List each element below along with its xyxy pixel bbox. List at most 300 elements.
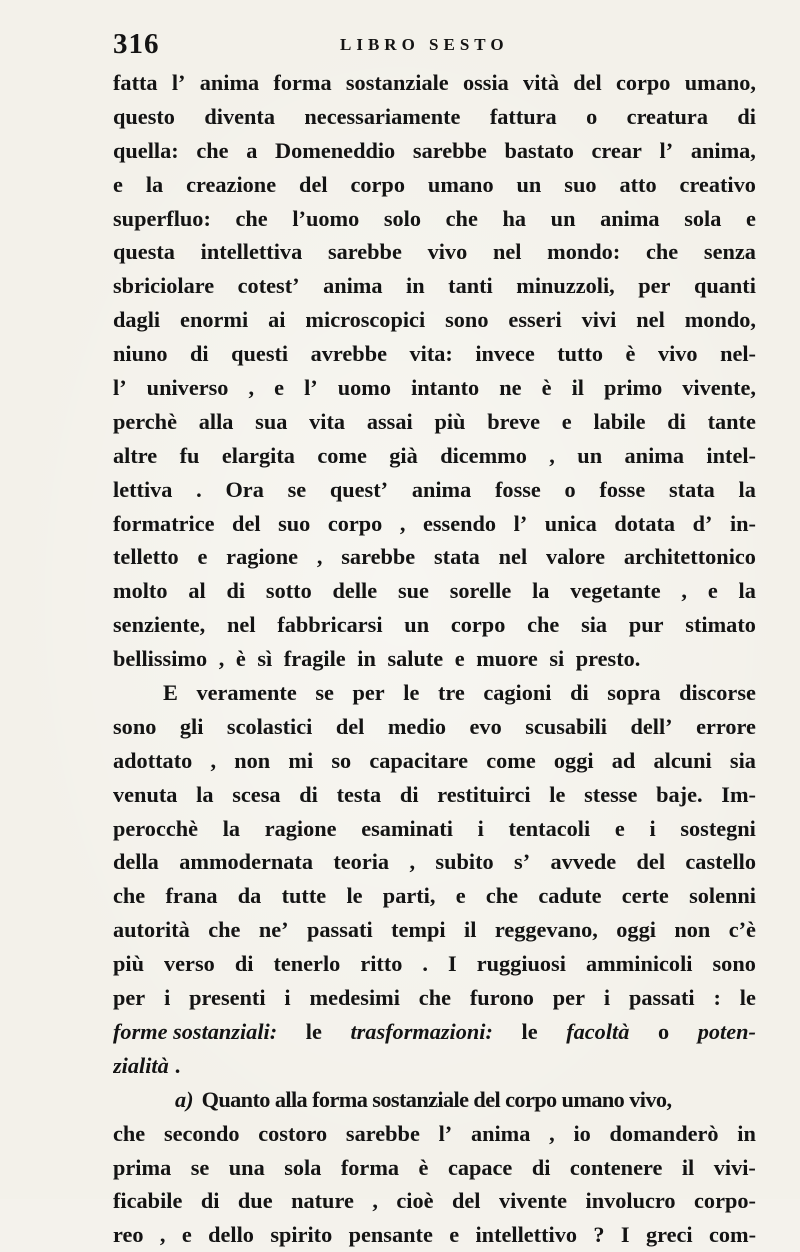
text-word: ritto [360, 951, 403, 977]
text-word: teoria [333, 849, 390, 875]
text-word: capacitare [369, 747, 469, 773]
text-word: venuta [113, 781, 178, 807]
text-word: uomo [337, 375, 392, 401]
text-word: diventa [204, 103, 275, 129]
paragraph-1 [113, 66, 756, 676]
text-word: e [449, 1222, 460, 1248]
section-a-text: Quanto alla forma sostanziale del corpo umano vivo, [201, 1086, 672, 1112]
text-word: per [113, 985, 146, 1011]
text-word: tante [707, 408, 756, 434]
text-word: vivente, [682, 375, 756, 401]
text-word: che [235, 205, 268, 231]
text-line [113, 913, 756, 947]
text-line [113, 202, 756, 236]
text-word: due [237, 1188, 273, 1214]
text-word: altre [113, 442, 158, 468]
text-line [113, 1184, 756, 1218]
text-word: se [190, 1154, 210, 1180]
text-line [113, 1218, 756, 1252]
text-word: un [577, 442, 603, 468]
text-line [113, 947, 756, 981]
text-word: e [181, 1222, 192, 1248]
paragraph-2 [113, 676, 756, 1015]
text-word: del [299, 171, 328, 197]
text-line [113, 744, 756, 778]
text-line [113, 134, 756, 168]
text-word: di [190, 341, 209, 367]
text-word: errore [696, 713, 756, 739]
text-word: e [113, 171, 123, 197]
text-word: quest’ [329, 476, 389, 502]
text-word: , [399, 510, 406, 536]
text-word: fabbricarsi [277, 612, 383, 638]
text-word: quanti [693, 273, 756, 299]
text-word: non [674, 917, 711, 943]
text-word: nel [636, 307, 665, 333]
text-word: fattura [489, 103, 557, 129]
text-word: i [164, 985, 171, 1011]
text-word: è [541, 375, 552, 401]
text-word: sia [581, 612, 608, 638]
text-word: vegetante [570, 578, 661, 604]
text-word: invece [475, 341, 535, 367]
text-word: autorità [113, 917, 190, 943]
text-word: sbriciolare [113, 273, 215, 299]
text-word: niuno [113, 341, 168, 367]
text-word: sue [397, 578, 429, 604]
text-word: sarebbe [412, 137, 487, 163]
text-word: il [464, 917, 477, 943]
text-word: fu [179, 442, 200, 468]
page-number: 316 [113, 28, 160, 60]
text-word: se [287, 476, 307, 502]
text-word: vivi [581, 307, 617, 333]
text-word: come [486, 747, 536, 773]
text-word: nel [227, 612, 256, 638]
text-word: e [746, 205, 756, 231]
italic-term: poten- [697, 1018, 756, 1044]
text-word: sorelle [449, 578, 512, 604]
text-word: che [418, 985, 451, 1011]
text-word: che [445, 205, 478, 231]
text-word: le [549, 781, 566, 807]
text-word: vivente [498, 1188, 568, 1214]
text-word: in- [729, 510, 756, 536]
text-word: castello [685, 849, 756, 875]
text-word: greci [645, 1222, 693, 1248]
text-word: anima [600, 205, 660, 231]
text-word: già [389, 442, 418, 468]
text-word: com- [708, 1222, 756, 1248]
text-word: corpo [350, 171, 405, 197]
text-word: umano, [684, 70, 756, 95]
text-word: anima [624, 442, 684, 468]
text-word: corpo- [694, 1188, 756, 1214]
text-word: più [113, 951, 144, 977]
text-word: del [335, 713, 365, 739]
text-word: del [451, 1188, 481, 1214]
text-word: di [737, 103, 756, 129]
text-word: l’ [659, 137, 674, 163]
text-word: vita [309, 408, 346, 434]
text-word: avvede [550, 849, 617, 875]
text-word: tempi [391, 917, 446, 943]
text-word: enormi [180, 307, 249, 333]
text-word: nature [291, 1188, 354, 1214]
text-word: sola [684, 205, 722, 231]
text-word: la [738, 578, 756, 604]
text-word: universo [146, 375, 229, 401]
text-word: che [527, 612, 560, 638]
text-word: di [399, 781, 419, 807]
text-word: le [346, 883, 363, 909]
text-word: medesimi [309, 985, 400, 1011]
text-word: ad [611, 747, 636, 773]
text-word: e [614, 815, 625, 841]
text-line-italic-terms [113, 1015, 756, 1049]
body-text [113, 66, 756, 1252]
text-word: cioè [396, 1188, 434, 1214]
text-word: i [603, 985, 611, 1011]
text-word: intanto [411, 375, 480, 401]
text-line [113, 676, 756, 710]
text-line [113, 574, 756, 608]
text-word: quella: [113, 137, 179, 163]
text-word: architettonico [623, 544, 756, 570]
text-word: cagioni [483, 680, 552, 706]
text-word: a [246, 137, 258, 163]
text-word: del [636, 849, 666, 875]
text-line [113, 1117, 756, 1151]
text-line [113, 100, 756, 134]
text-word: esseri [508, 307, 562, 333]
text-word: in [406, 273, 425, 299]
text-word: sarebbe [341, 544, 416, 570]
text-word: forma [273, 70, 332, 95]
text-word: , [549, 1120, 555, 1146]
text-word: che [208, 917, 241, 943]
text-word: , [159, 1222, 166, 1248]
text-word: e [455, 883, 466, 909]
text-word: valore [545, 544, 606, 570]
text-word: , [549, 442, 555, 468]
text-word: suo [564, 171, 597, 197]
text-word: sotto [265, 578, 312, 604]
text-word: o [586, 103, 598, 129]
text-word: sarebbe [345, 1120, 420, 1146]
text-word: sia [729, 747, 756, 773]
text-word: anima [199, 70, 260, 95]
text-word: certe [621, 883, 669, 909]
text-word: questa [113, 239, 175, 265]
text-word: solenni [689, 883, 756, 909]
text-word: mondo, [684, 307, 756, 333]
text-word: oggi [616, 917, 656, 943]
text-word: stimato [685, 612, 756, 638]
text-word: le [305, 1018, 322, 1044]
text-line [113, 439, 756, 473]
text-word: reggevano, [494, 917, 598, 943]
text-word: i [477, 815, 484, 841]
text-word: creazione [186, 171, 277, 197]
text-word: tutte [281, 883, 327, 909]
text-word: creativo [679, 171, 756, 197]
text-word: fatta [113, 70, 158, 95]
text-word: scusabili [525, 713, 608, 739]
italic-term: forme sostanziali: [113, 1018, 278, 1044]
text-word: superfluo: [113, 205, 211, 231]
text-word: crear [591, 137, 642, 163]
text-word: un [516, 171, 542, 197]
text-word: in [737, 1120, 756, 1146]
text-line [113, 845, 756, 879]
text-word: che [485, 883, 519, 909]
text-word: essendo [422, 510, 497, 536]
text-word: mondo: [547, 239, 621, 265]
text-word: sarebbe [327, 239, 402, 265]
text-word: scesa [232, 781, 281, 807]
text-word: subito [435, 849, 494, 875]
text-word: la [738, 476, 756, 502]
text-word: di [299, 781, 318, 807]
text-word: sola [284, 1154, 322, 1180]
text-word: delle [332, 578, 378, 604]
text-word: avrebbe [310, 341, 387, 367]
text-word: gli [179, 713, 204, 739]
text-word: ammodernata [179, 849, 313, 875]
text-line-content: bellissimo , è sì fragile in salute e muore si presto. [113, 646, 641, 672]
text-word: e [707, 578, 718, 604]
text-word: o [564, 476, 576, 502]
text-word: spirito [270, 1222, 333, 1248]
text-word: suo [278, 510, 311, 536]
section-a-label: a) [175, 1086, 194, 1112]
text-word: l’ [513, 510, 528, 536]
text-word: , [681, 578, 687, 604]
text-word: secondo [163, 1120, 240, 1146]
text-word: alcuni [653, 747, 712, 773]
text-word: ne’ [258, 917, 289, 943]
text-word: la [145, 171, 164, 197]
text-word: s’ [514, 849, 531, 875]
text-word: furono [469, 985, 534, 1011]
text-word: intellettivo [475, 1222, 578, 1248]
page-header [110, 28, 760, 68]
text-word: per [352, 680, 385, 706]
text-line [113, 642, 756, 676]
text-word: tenerlo [273, 951, 341, 977]
text-word: dagli [113, 307, 161, 333]
text-word: reo [113, 1222, 144, 1248]
text-word: oggi [553, 747, 594, 773]
text-line [113, 66, 756, 100]
text-word: frana [165, 883, 218, 909]
text-word: , [372, 1188, 378, 1214]
text-word: questi [231, 341, 289, 367]
text-word: o [657, 1018, 670, 1044]
text-line [113, 540, 756, 574]
text-word: sono [712, 951, 756, 977]
text-word: ficabile [113, 1188, 183, 1214]
text-word: umano [427, 171, 494, 197]
text-word: presenti [189, 985, 266, 1011]
text-word: pur [628, 612, 664, 638]
text-line [113, 1151, 756, 1185]
text-line-italic-end [113, 1049, 756, 1083]
text-word: d’ [692, 510, 713, 536]
text-word: scolastici [226, 713, 313, 739]
text-word: bastato [504, 137, 574, 163]
text-line [113, 337, 756, 371]
text-word: perocchè [113, 815, 199, 841]
text-line [113, 879, 756, 913]
text-word: veramente [196, 680, 297, 706]
text-word: per [552, 985, 585, 1011]
text-word: l’ [113, 375, 127, 401]
text-word: non [234, 747, 271, 773]
text-word: involucro [585, 1188, 676, 1214]
text-word: le [403, 680, 420, 706]
text-word: tentacoli [508, 815, 591, 841]
text-word: sostanziale [345, 70, 449, 95]
text-word: formatrice [113, 510, 215, 536]
text-word: medio [387, 713, 447, 739]
text-word: cadute [538, 883, 602, 909]
text-word: alla [198, 408, 234, 434]
text-word: molto [113, 578, 168, 604]
text-word: di [570, 680, 589, 706]
text-word: senza [703, 239, 756, 265]
text-line [113, 812, 756, 846]
text-word: minuzzoli, [516, 273, 615, 299]
text-word: I [448, 951, 457, 977]
text-word: questo [113, 103, 175, 129]
text-word: e [561, 408, 572, 434]
text-word: ? [593, 1222, 605, 1248]
text-word: come [317, 442, 367, 468]
text-word: Ora [225, 476, 264, 502]
text-word: ha [502, 205, 527, 231]
text-word: stata [668, 476, 715, 502]
text-word: capace [447, 1154, 513, 1180]
text-word: l’uomo [292, 205, 360, 231]
text-line [113, 473, 756, 507]
text-word: elargita [221, 442, 295, 468]
text-word: per [638, 273, 671, 299]
text-word: dell’ [630, 713, 673, 739]
text-word: discorse [679, 680, 756, 706]
text-word: le [521, 1018, 538, 1044]
text-period: . [174, 1052, 181, 1078]
text-word: adottato [113, 747, 193, 773]
text-word: prima [113, 1154, 172, 1180]
text-word: vivo [657, 341, 698, 367]
text-word: è [625, 341, 636, 367]
text-word: una [228, 1154, 265, 1180]
text-word: sono [445, 307, 489, 333]
text-word: se [315, 680, 334, 706]
text-line [113, 168, 756, 202]
text-line [113, 371, 756, 405]
text-word: passati [307, 917, 373, 943]
text-word: breve [487, 408, 541, 434]
text-word: io [573, 1120, 591, 1146]
text-word: anima [323, 273, 383, 299]
text-word: sono [113, 713, 157, 739]
text-word: del [573, 70, 602, 95]
text-word: le [739, 985, 756, 1011]
text-word: , [409, 849, 416, 875]
text-word: i [284, 985, 291, 1011]
text-word: di [531, 1154, 551, 1180]
text-word: ossia [462, 70, 509, 95]
text-word: , [248, 375, 255, 401]
text-word: il [681, 1154, 695, 1180]
text-word: creatura [626, 103, 708, 129]
text-word: passati [628, 985, 695, 1011]
running-head: LIBRO SESTO [340, 35, 509, 54]
text-word: assai [366, 408, 413, 434]
paragraph-3 [113, 1117, 756, 1252]
text-word: I [620, 1222, 630, 1248]
text-word: di [234, 951, 254, 977]
text-word: ragione [226, 544, 299, 570]
text-word: corpo [327, 510, 383, 536]
text-word: ruggiuosi [476, 951, 566, 977]
text-word: la [532, 578, 550, 604]
text-line [113, 269, 756, 303]
text-word: e [197, 544, 208, 570]
text-word: primo [604, 375, 663, 401]
text-word: del [232, 510, 261, 536]
text-word: tutto [557, 341, 604, 367]
text-word: mi [288, 747, 314, 773]
text-word: ai [268, 307, 286, 333]
text-word: domanderò [609, 1120, 719, 1146]
text-word: che [113, 1120, 146, 1146]
text-word: che [113, 883, 146, 909]
text-word: ragione [264, 815, 337, 841]
text-word: al [188, 578, 206, 604]
text-word: nel [492, 239, 522, 265]
text-word: esaminati [361, 815, 453, 841]
text-word: i [649, 815, 656, 841]
text-word: la [222, 815, 241, 841]
text-word: corpo [615, 70, 671, 95]
text-word: amminicoli [585, 951, 693, 977]
text-word: microscopici [305, 307, 426, 333]
text-word: e [274, 375, 285, 401]
text-word: sua [255, 408, 288, 434]
text-word: che [196, 137, 229, 163]
text-word: anima, [690, 137, 756, 163]
text-word: intel- [706, 442, 756, 468]
text-word: un [404, 612, 430, 638]
text-word: di [667, 408, 686, 434]
text-word: vivo [427, 239, 468, 265]
text-word: restituirci [437, 781, 531, 807]
text-word: nel- [720, 341, 756, 367]
text-word: nel [498, 544, 528, 570]
text-word: anima [411, 476, 472, 502]
text-word: necessariamente [304, 103, 461, 129]
text-line [113, 778, 756, 812]
text-word: corpo [450, 612, 506, 638]
text-word: vivi- [713, 1154, 756, 1180]
italic-term: zialità [113, 1052, 169, 1078]
text-word: vità [523, 70, 559, 95]
text-word: parti, [382, 883, 436, 909]
